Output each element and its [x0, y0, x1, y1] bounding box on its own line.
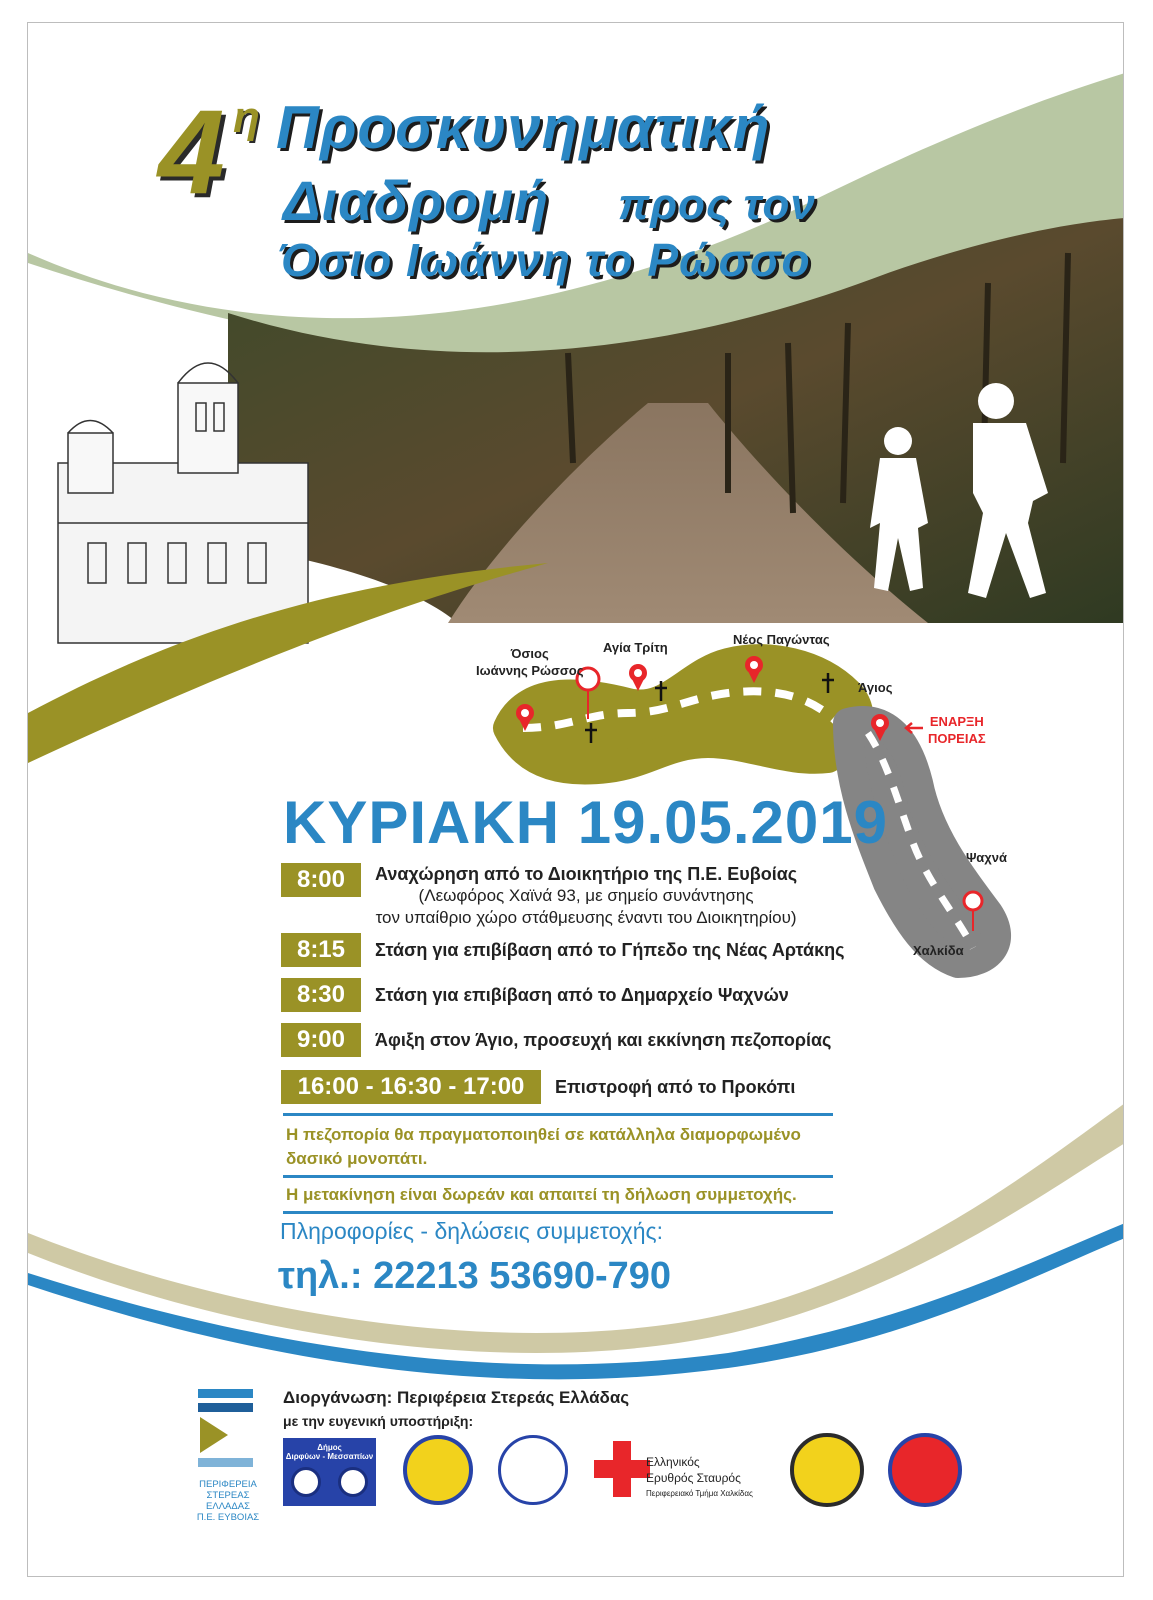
map-label-osios: Όσιος Ιωάννης Ρώσσος: [476, 646, 584, 678]
schedule-time: 8:00: [281, 863, 361, 897]
schedule-text: Στάση για επιβίβαση από το Γήπεδο της Νέας Αρτάκης: [375, 940, 845, 960]
map-label-psachna: Ψαχνά: [966, 850, 1007, 865]
sponsor-dimos-logo: [283, 1438, 376, 1506]
schedule-subtext: (Λεωφόρος Χαϊνά 93, με σημείο συνάντησης τον υπαίθριο χώρο στάθμευσης έναντι του Διοικητηρίου): [375, 886, 797, 927]
schedule-time: 16:00 - 16:30 - 17:00: [281, 1070, 541, 1104]
poster: [27, 22, 1124, 1577]
red-cross-icon: [594, 1441, 650, 1497]
event-date: ΚΥΡΙΑΚΗ 19.05.2019: [283, 789, 888, 856]
divider: [283, 1211, 833, 1214]
map-label-agia-triti: Αγία Τρίτη: [603, 640, 668, 655]
sponsor-hiking-club-logo: [403, 1435, 473, 1505]
schedule-row: [281, 1023, 831, 1057]
title-line-1: Προσκυνηματική: [276, 94, 771, 161]
title-line-3: Όσιο Ιωάννη το Ρώσσο: [278, 234, 811, 286]
map-label-chalkida: Χαλκίδα: [913, 943, 964, 958]
region-logo: [188, 1383, 268, 1533]
emblem-icon: [291, 1467, 321, 1497]
red-cross-text: [646, 1454, 753, 1502]
divider: [283, 1175, 833, 1178]
region-logo-text: ΠΕΡΙΦΕΡΕΙΑ ΣΤΕΡΕΑΣ ΕΛΛΑΔΑΣ Π.Ε. ΕΥΒΟΙΑΣ: [196, 1479, 260, 1523]
edition-superscript: η: [233, 93, 260, 142]
red-cross-line3: Περιφερειακό Τμήμα Χαλκίδας: [646, 1489, 753, 1498]
map-label-neos-pagontas: Νέος Παγώντας: [733, 632, 830, 647]
edition-number: 4: [158, 85, 221, 219]
sponsor-mountaineering-club-logo: [498, 1435, 568, 1505]
dimos-emblems: [283, 1467, 376, 1497]
schedule-row: [281, 863, 797, 929]
red-cross-line1: Ελληνικός: [646, 1455, 700, 1469]
support-label: με την ευγενική υποστήριξη:: [283, 1413, 474, 1429]
phone-number: τηλ.: 22213 53690-790: [278, 1255, 672, 1297]
sponsor-rescue-team-logo: [888, 1433, 962, 1507]
start-arrow-icon: [906, 723, 923, 733]
sponsor-dimos-name: Δήμος Διρφύων - Μεσσαπίων: [285, 1443, 374, 1461]
info-label: Πληροφορίες - δηλώσεις συμμετοχής:: [280, 1218, 663, 1244]
schedule-time: 8:15: [281, 933, 361, 967]
schedule-text: Στάση για επιβίβαση από το Δημαρχείο Ψαχνών: [375, 985, 789, 1005]
schedule-time: 9:00: [281, 1023, 361, 1057]
schedule-text: Επιστροφή από το Προκόπι: [555, 1077, 796, 1097]
schedule-text: Αναχώρηση από το Διοικητήριο της Π.Ε. Ευβοίας: [375, 864, 798, 884]
organizer: Διοργάνωση: Περιφέρεια Στερεάς Ελλάδας: [283, 1388, 630, 1407]
red-cross-horizontal: [594, 1460, 650, 1478]
schedule-time: 8:30: [281, 978, 361, 1012]
schedule-row: [281, 933, 844, 967]
map-label-agios: Άγιος: [858, 680, 893, 695]
emblem-icon: [338, 1467, 368, 1497]
divider: [283, 1113, 833, 1116]
note-free: Η μετακίνηση είναι δωρεάν και απαιτεί τη δήλωση συμμετοχής.: [286, 1185, 797, 1204]
schedule-row: [281, 1070, 795, 1104]
schedule-text: Άφιξη στον Άγιο, προσευχή και εκκίνηση πεζοπορίας: [375, 1030, 832, 1050]
schedule-description: [375, 863, 797, 929]
schedule-row: [281, 978, 789, 1012]
note-trail: Η πεζοπορία θα πραγματοποιηθεί σε κατάλληλα διαμορφωμένο δασικό μονοπάτι.: [286, 1125, 801, 1168]
red-cross-line2: Ερυθρός Σταυρός: [646, 1471, 741, 1485]
title-line-2: Διαδρομή: [283, 169, 550, 232]
map-label-start: ΕΝΑΡΞΗ ΠΟΡΕΙΑΣ: [928, 714, 986, 746]
sponsor-hunting-federation-logo: [790, 1433, 864, 1507]
title-line-2b: προς τον: [618, 180, 816, 229]
sigma-logo-icon: [188, 1383, 268, 1478]
